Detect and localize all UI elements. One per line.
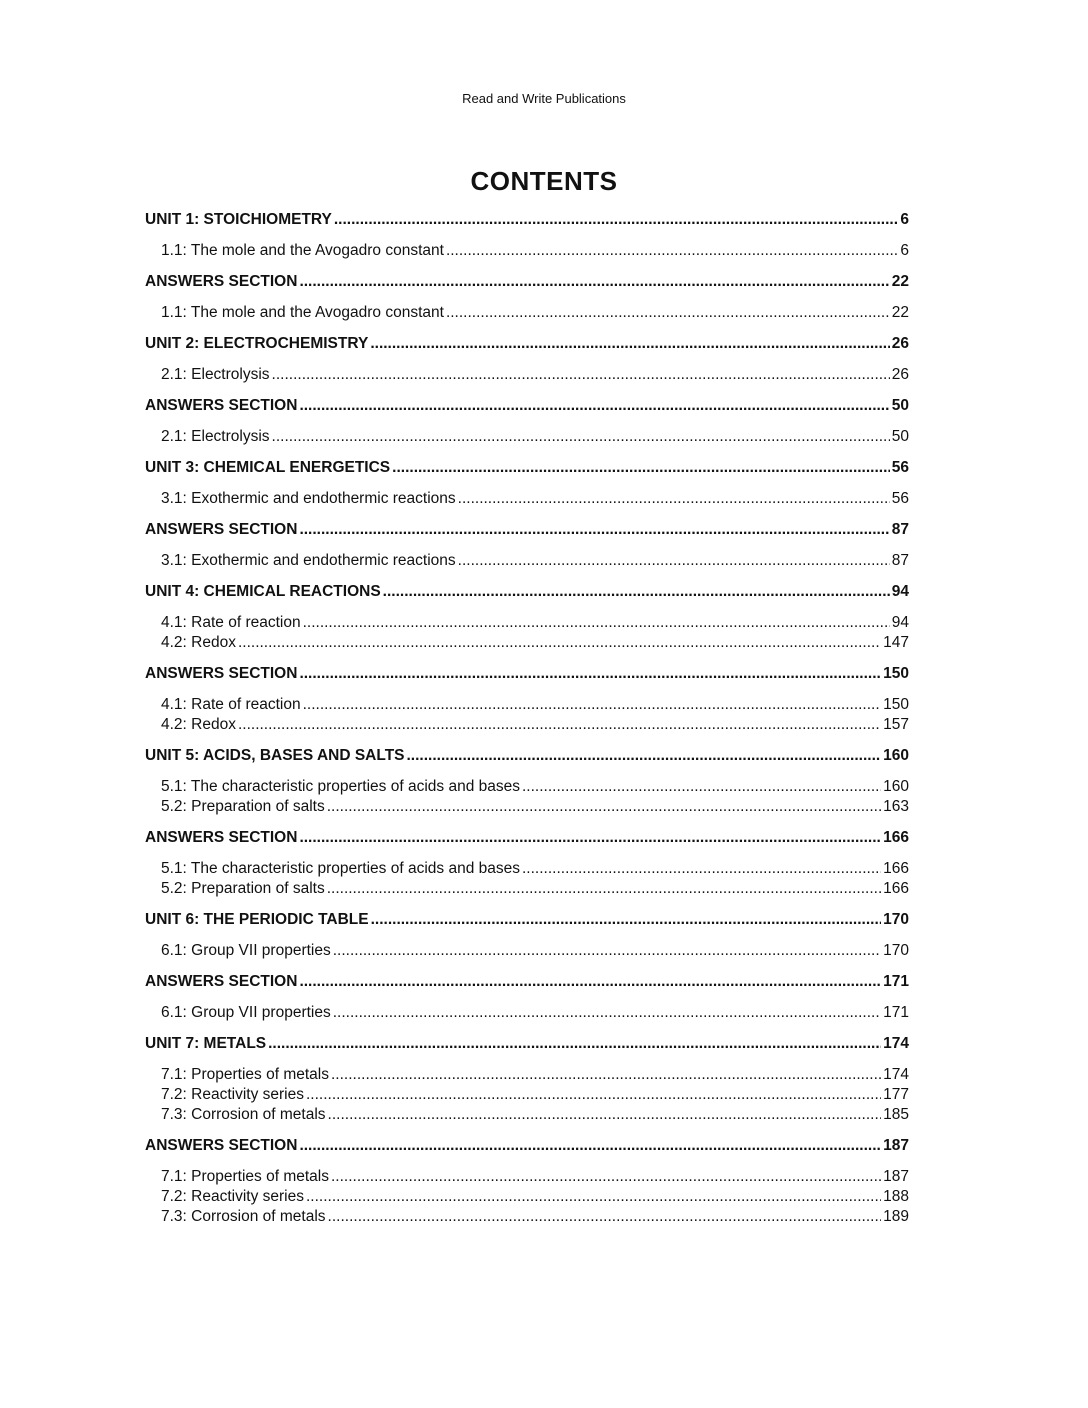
toc-section-entry[interactable] (145, 972, 909, 992)
toc-entry-label: 7.2: Reactivity series (161, 1188, 304, 1205)
table-of-contents (145, 210, 909, 1227)
toc-subsection-entry[interactable] (145, 365, 909, 385)
toc-entry-label: 7.2: Reactivity series (161, 1086, 304, 1103)
toc-entry-label: ANSWERS SECTION (145, 273, 298, 290)
toc-subsection-entry[interactable] (145, 1085, 909, 1105)
toc-entry-label: 2.1: Electrolysis (161, 366, 270, 383)
toc-section-entry[interactable] (145, 910, 909, 930)
toc-entry-page-number: 94 (891, 614, 909, 631)
toc-entry-label: ANSWERS SECTION (145, 397, 298, 414)
toc-subsection-entry[interactable] (145, 1003, 909, 1023)
toc-entry-page-number: 188 (883, 1188, 909, 1205)
toc-entry-page-number: 166 (883, 829, 909, 846)
toc-entry-page-number: 157 (883, 716, 909, 733)
toc-entry-page-number: 185 (883, 1106, 909, 1123)
toc-entry-label: UNIT 3: CHEMICAL ENERGETICS (145, 459, 391, 476)
dot-leader (268, 1034, 881, 1054)
toc-entry-page-number: 87 (891, 521, 909, 538)
dot-leader (272, 427, 890, 447)
toc-entry-label: 1.1: The mole and the Avogadro constant (161, 304, 444, 321)
toc-subsection-entry[interactable] (145, 551, 909, 571)
toc-subsection-entry[interactable] (145, 879, 909, 899)
toc-entry-page-number: 87 (891, 552, 909, 569)
toc-subsection-entry[interactable] (145, 427, 909, 447)
dot-leader (522, 777, 881, 797)
toc-entry-page-number: 160 (883, 778, 909, 795)
dot-leader (306, 1187, 881, 1207)
toc-entry-page-number: 26 (891, 366, 909, 383)
toc-entry-label: ANSWERS SECTION (145, 521, 298, 538)
dot-leader (458, 551, 890, 571)
dot-leader (331, 1167, 881, 1187)
toc-entry-page-number: 22 (891, 304, 909, 321)
toc-entry-page-number: 170 (883, 911, 909, 928)
toc-section-entry[interactable] (145, 520, 909, 540)
toc-entry-page-number: 163 (883, 798, 909, 815)
toc-entry-page-number: 6 (900, 211, 909, 228)
dot-leader (446, 241, 898, 261)
toc-section-entry[interactable] (145, 334, 909, 354)
toc-section-entry[interactable] (145, 664, 909, 684)
toc-entry-label: 5.1: The characteristic properties of acids and bases (161, 860, 520, 877)
toc-entry-page-number: 6 (900, 242, 909, 259)
toc-entry-label: UNIT 5: ACIDS, BASES AND SALTS (145, 747, 405, 764)
toc-entry-page-number: 171 (883, 1004, 909, 1021)
dot-leader (238, 633, 881, 653)
dot-leader (407, 746, 882, 766)
toc-entry-label: 5.2: Preparation of salts (161, 880, 325, 897)
toc-section-entry[interactable] (145, 582, 909, 602)
page-header: Read and Write Publications (462, 91, 626, 106)
toc-entry-page-number: 160 (883, 747, 909, 764)
dot-leader (306, 1085, 881, 1105)
toc-entry-label: 3.1: Exothermic and endothermic reactions (161, 490, 456, 507)
toc-entry-label: UNIT 4: CHEMICAL REACTIONS (145, 583, 381, 600)
dot-leader (299, 664, 881, 684)
toc-entry-page-number: 166 (883, 860, 909, 877)
toc-entry-page-number: 56 (891, 459, 909, 476)
dot-leader (303, 695, 882, 715)
dot-leader (299, 828, 881, 848)
toc-entry-label: 1.1: The mole and the Avogadro constant (161, 242, 444, 259)
dot-leader (333, 941, 881, 961)
dot-leader (446, 303, 890, 323)
toc-entry-label: 4.2: Redox (161, 634, 236, 651)
dot-leader (299, 520, 889, 540)
toc-subsection-entry[interactable] (145, 303, 909, 323)
toc-subsection-entry[interactable] (145, 797, 909, 817)
toc-section-entry[interactable] (145, 828, 909, 848)
toc-subsection-entry[interactable] (145, 241, 909, 261)
toc-entry-label: UNIT 1: STOICHIOMETRY (145, 211, 332, 228)
dot-leader (299, 972, 881, 992)
dot-leader (370, 334, 889, 354)
toc-entry-page-number: 174 (883, 1035, 909, 1052)
toc-entry-page-number: 170 (883, 942, 909, 959)
toc-section-entry[interactable] (145, 1034, 909, 1054)
toc-entry-page-number: 22 (891, 273, 909, 290)
toc-subsection-entry[interactable] (145, 1187, 909, 1207)
toc-entry-label: ANSWERS SECTION (145, 665, 298, 682)
toc-entry-label: UNIT 7: METALS (145, 1035, 267, 1052)
toc-entry-page-number: 171 (883, 973, 909, 990)
toc-subsection-entry[interactable] (145, 1207, 909, 1227)
toc-entry-page-number: 50 (891, 397, 909, 414)
dot-leader (331, 1065, 881, 1085)
dot-leader (383, 582, 890, 602)
dot-leader (328, 1207, 882, 1227)
toc-entry-label: 7.1: Properties of metals (161, 1066, 329, 1083)
toc-subsection-entry[interactable] (145, 941, 909, 961)
dot-leader (327, 797, 881, 817)
toc-entry-page-number: 50 (891, 428, 909, 445)
toc-entry-label: 5.2: Preparation of salts (161, 798, 325, 815)
dot-leader (299, 272, 889, 292)
toc-entry-page-number: 150 (883, 696, 909, 713)
toc-entry-page-number: 187 (883, 1137, 909, 1154)
dot-leader (327, 879, 881, 899)
toc-entry-label: 7.3: Corrosion of metals (161, 1106, 326, 1123)
toc-entry-page-number: 26 (891, 335, 909, 352)
toc-entry-label: 6.1: Group VII properties (161, 1004, 331, 1021)
toc-entry-page-number: 147 (883, 634, 909, 651)
toc-entry-label: 4.1: Rate of reaction (161, 696, 301, 713)
dot-leader (299, 1136, 881, 1156)
toc-entry-label: ANSWERS SECTION (145, 1137, 298, 1154)
dot-leader (303, 613, 890, 633)
dot-leader (272, 365, 890, 385)
toc-entry-page-number: 150 (883, 665, 909, 682)
dot-leader (371, 910, 882, 930)
dot-leader (299, 396, 889, 416)
toc-subsection-entry[interactable] (145, 715, 909, 735)
toc-entry-page-number: 174 (883, 1066, 909, 1083)
toc-section-entry[interactable] (145, 1136, 909, 1156)
toc-entry-label: 2.1: Electrolysis (161, 428, 270, 445)
dot-leader (333, 1003, 881, 1023)
toc-entry-label: ANSWERS SECTION (145, 829, 298, 846)
toc-subsection-entry[interactable] (145, 1167, 909, 1187)
toc-subsection-entry[interactable] (145, 1065, 909, 1085)
toc-entry-label: UNIT 2: ELECTROCHEMISTRY (145, 335, 369, 352)
toc-entry-page-number: 189 (883, 1208, 909, 1225)
page-title: CONTENTS (470, 166, 618, 196)
toc-section-entry[interactable] (145, 210, 909, 230)
toc-subsection-entry[interactable] (145, 633, 909, 653)
toc-subsection-entry[interactable] (145, 777, 909, 797)
toc-entry-page-number: 94 (891, 583, 909, 600)
toc-entry-label: UNIT 6: THE PERIODIC TABLE (145, 911, 369, 928)
dot-leader (392, 458, 890, 478)
toc-subsection-entry[interactable] (145, 489, 909, 509)
toc-section-entry[interactable] (145, 272, 909, 292)
toc-entry-page-number: 166 (883, 880, 909, 897)
toc-section-entry[interactable] (145, 746, 909, 766)
toc-entry-label: 6.1: Group VII properties (161, 942, 331, 959)
toc-entry-label: 3.1: Exothermic and endothermic reactions (161, 552, 456, 569)
toc-entry-label: 7.1: Properties of metals (161, 1168, 329, 1185)
dot-leader (238, 715, 881, 735)
toc-subsection-entry[interactable] (145, 859, 909, 879)
toc-subsection-entry[interactable] (145, 613, 909, 633)
toc-entry-page-number: 187 (883, 1168, 909, 1185)
toc-subsection-entry[interactable] (145, 695, 909, 715)
toc-subsection-entry[interactable] (145, 1105, 909, 1125)
toc-entry-page-number: 177 (883, 1086, 909, 1103)
toc-entry-label: 4.1: Rate of reaction (161, 614, 301, 631)
toc-entry-label: 5.1: The characteristic properties of acids and bases (161, 778, 520, 795)
toc-entry-page-number: 56 (891, 490, 909, 507)
dot-leader (334, 210, 899, 230)
toc-entry-label: 4.2: Redox (161, 716, 236, 733)
toc-entry-label: 7.3: Corrosion of metals (161, 1208, 326, 1225)
toc-section-entry[interactable] (145, 458, 909, 478)
toc-entry-label: ANSWERS SECTION (145, 973, 298, 990)
toc-section-entry[interactable] (145, 396, 909, 416)
dot-leader (522, 859, 881, 879)
dot-leader (458, 489, 890, 509)
dot-leader (328, 1105, 882, 1125)
